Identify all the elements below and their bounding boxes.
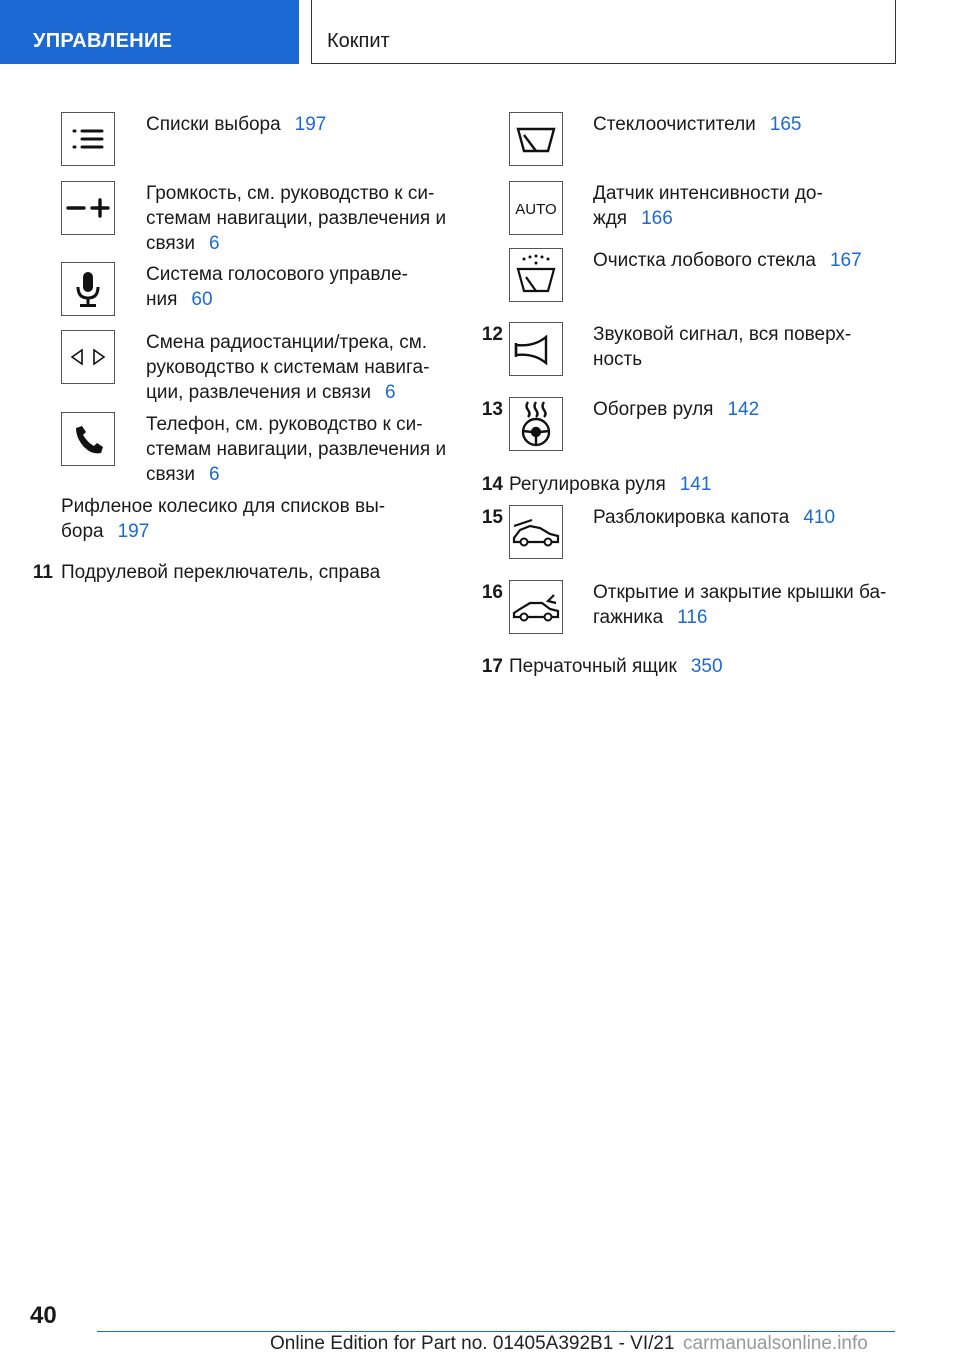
page-ref-link[interactable]: 6 <box>209 464 220 485</box>
item-text-line: ность <box>593 349 643 370</box>
list-item <box>146 412 446 487</box>
item-text-line: бора <box>61 521 104 542</box>
list-item <box>593 505 835 530</box>
car-hood-icon <box>509 505 563 559</box>
item-text-line: гажника <box>593 607 664 628</box>
item-text: Перчаточный ящик <box>509 656 677 677</box>
edition-text: Online Edition for Part no. 01405A392B1 - VI/21 <box>270 1333 675 1354</box>
microphone-icon <box>61 262 115 316</box>
track-arrows-icon <box>61 330 115 384</box>
list-item <box>146 181 446 256</box>
list-item <box>146 330 429 405</box>
page-ref-link[interactable]: 141 <box>679 474 712 495</box>
item-text-line: Смена радиостанции/трека, см. <box>146 332 428 353</box>
page-ref-link[interactable]: 197 <box>294 114 327 135</box>
item-text-line: Громкость, см. руководство к си- <box>146 183 435 204</box>
page-ref-link[interactable]: 167 <box>829 250 862 271</box>
item-text-line: ждя <box>593 208 628 229</box>
item-number: 16 <box>481 582 503 603</box>
list-item <box>593 580 886 630</box>
footer-divider <box>97 1331 895 1332</box>
item-number: 17 <box>481 656 503 677</box>
page-ref-link[interactable]: 410 <box>803 507 836 528</box>
item-text-line: ции, развлечения и связи <box>146 382 372 403</box>
item-number: 12 <box>481 324 503 345</box>
page-ref-link[interactable]: 350 <box>690 656 723 677</box>
list-item <box>593 181 823 231</box>
page-ref-link[interactable]: 60 <box>191 289 213 310</box>
phone-icon <box>61 412 115 466</box>
item-number: 14 <box>481 474 503 495</box>
list-item <box>593 112 801 137</box>
list-item <box>593 397 759 422</box>
page-ref-link[interactable]: 166 <box>641 208 673 229</box>
item-text-line: Рифленое колесико для списков вы- <box>61 496 386 517</box>
item-text: Стеклоочистители <box>593 114 756 135</box>
item-text: Подрулевой переключатель, справа <box>61 562 381 583</box>
item-text-line: Датчик интенсивности до- <box>593 183 823 204</box>
steering-wheel-heating-icon <box>509 397 563 451</box>
list-item <box>146 262 408 312</box>
page-ref-link[interactable]: 6 <box>209 233 220 254</box>
item-text-line: связи <box>146 464 195 485</box>
page-ref-link[interactable]: 116 <box>677 607 708 628</box>
horn-icon <box>509 322 563 376</box>
page-ref-link[interactable]: 6 <box>385 382 396 403</box>
item-number: 13 <box>481 399 503 420</box>
item-text-line: Система голосового управле- <box>146 264 408 285</box>
car-trunk-icon <box>509 580 563 634</box>
item-text-line: стемам навигации, развлечения и <box>146 208 447 229</box>
item-text: Регулировка руля <box>509 474 666 495</box>
auto-sensor-icon <box>509 181 563 235</box>
page-ref-link[interactable]: 165 <box>769 114 802 135</box>
watermark: carmanualsonline.info <box>683 1333 868 1354</box>
page-ref-link[interactable]: 142 <box>727 399 760 420</box>
item-text-line: ния <box>146 289 178 310</box>
item-text-line: стемам навигации, развлечения и <box>146 439 447 460</box>
item-text-line: связи <box>146 233 195 254</box>
list-item <box>593 322 851 372</box>
item-number: 15 <box>481 507 503 528</box>
section-tab[interactable]: УПРАВЛЕНИЕ <box>0 0 299 64</box>
volume-minus-plus-icon <box>61 181 115 235</box>
item-number: 11 <box>32 562 53 583</box>
list-icon <box>61 112 115 166</box>
item-text: Обогрев руля <box>593 399 714 420</box>
page-ref-link[interactable]: 197 <box>117 521 150 542</box>
knurled-wheel-item <box>61 494 385 544</box>
item-text-line: руководство к системам навига- <box>146 357 430 378</box>
page-title: Кокпит <box>311 0 896 64</box>
list-item <box>146 112 326 137</box>
svg-text:AUTO: AUTO <box>515 201 557 218</box>
list-item <box>593 248 862 273</box>
item-text-line: Звуковой сигнал, вся поверх- <box>593 324 852 345</box>
item-text: Разблокировка капота <box>593 507 790 528</box>
item-text: Списки выбора <box>146 114 281 135</box>
item-text-line: Телефон, см. руководство к си- <box>146 414 423 435</box>
windshield-washer-icon <box>509 248 563 302</box>
item-text: Очистка лобового стекла <box>593 250 816 271</box>
page-number: 40 <box>30 1302 57 1329</box>
item-text-line: Открытие и закрытие крышки ба- <box>593 582 887 603</box>
wiper-icon <box>509 112 563 166</box>
